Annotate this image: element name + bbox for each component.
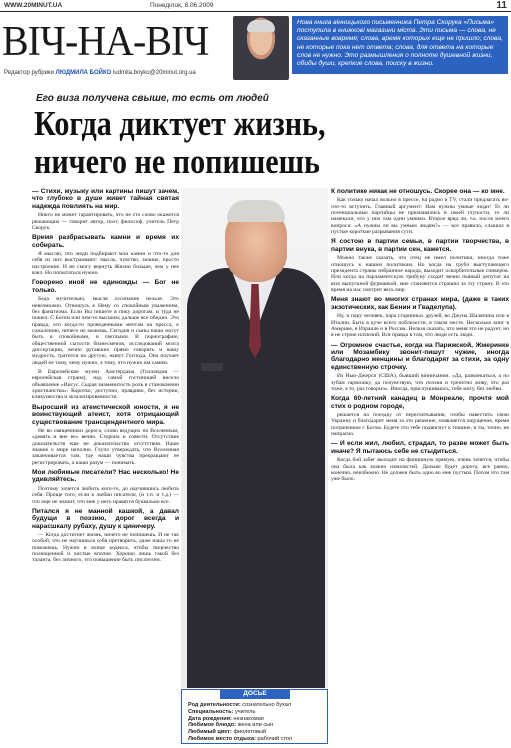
article-paragraph: [32, 188, 179, 231]
paragraph-text: Как только начал вольно в прессе, на радио и TV, стали предлагать во-что-то вступить. Главный аргумент: Нам нужны умные люди! То ли потенциальные партийцы не признавались в своей глупости, то ли намекали, что у них там одни умники. Второе вряд ли, т.к. после моего вопроса: «А нужны ли вы умным людям?» — все правило, слышал в пустые короткие разрывания сути.: [331, 197, 509, 236]
fact-label: Род деятельности:: [188, 702, 243, 708]
article-paragraph: [331, 440, 509, 482]
top-rule: [0, 11, 511, 12]
fact-value: незнакомая: [233, 715, 264, 722]
paragraph-text: Можно также сказать, что отец не имел политики, иногда тоже отношусь к нашим политикам. Но когда на грубо выступающего президента страны избранное народа, выходит оскорбительные спикеров. Или когда на парламентскую трибуну сходит вечно пьяный депутат на всю выпускной фурманкой, мне становится страшно за эту страну. В это время на нас смотрит весь мир.: [331, 255, 509, 293]
paragraph-text: Не во священники дорога, слово ведущих по Вселенным, «девять и вне ее» вечно. Сторона и совести. Отсутствие доказательств еще не доказательство отсутствия. Наше знание о мире неполно. Глупо утверждать, что Вселенная заканчивается там, где наши чувства прекращают ее регистрировать, а наши разум — понимать.: [32, 427, 179, 466]
paragraph-lead: Говорено иной не единожды — Бог не только.: [32, 279, 179, 294]
paragraph-text: решается на поездку от пересчитывания, чтобы навестить свою Украину и благодарит меня за это решение, появляется ощущение, время потраченное с Богом. Будете что тебе подвигнут к тишине, и ты, точно, не напрасно.: [331, 412, 509, 438]
editor-email[interactable]: ludmila.boyko@20minut.org.ua: [112, 70, 196, 76]
fact-value: рабочий стол: [257, 735, 293, 742]
fact-value: фиолетовый: [233, 729, 267, 736]
article-headline: [34, 105, 430, 181]
fact-label: Любимое место отдыха:: [188, 735, 258, 742]
author-portrait-small: [233, 16, 289, 80]
paragraph-text: Никто не может гарантировать, что не сто слово окажется решающим — говорит автор, поэт, философ, учитель Петр Скорук.: [32, 212, 179, 231]
masthead: [0, 14, 511, 80]
dossier-title: ДОСЬЕ: [220, 689, 290, 699]
fact-value: сознательно бухал: [242, 702, 292, 708]
paragraph-lead: К политике никак не отношусь. Скорее она — ко мне.: [331, 188, 505, 195]
paragraph-lead: Питался я не манной кашкой, а давал будущи в поэзию, дорог всегда и нарасшкалу рубаху, душу к циничеру.: [32, 507, 179, 530]
paragraph-text: Ну, и пару человек, пара старинных друзей, во Джуна Шаляпина или в Италии. Быть в куче всего поблизости, в таком месте. Несколько книг в Америке, в Израиле и в России. Нельзя сказать, что меня это не радует, но я не строю иллюзий. Вся правда в том, что люди есть люди.: [331, 313, 509, 339]
article-paragraph: [32, 369, 179, 401]
dossier-facts: [188, 702, 324, 743]
site-url[interactable]: WWW.20MINUT.UA: [4, 2, 63, 9]
paragraph-lead: Мои любимые писатели? Нас несколько! Не удивляйтесь.: [32, 469, 179, 484]
article-paragraph: [32, 234, 179, 276]
paragraph-text: — Когда достигнет жизнь, ничего не попишешь. И не так особой, что не научишься себя претворить, даже наша то не поможешь. Нужно в конце кодекса, чтобы творчество полноценной и чистые вполне. Хорошо лишь такой без таланта, без личного, это повышение быть писателем.: [32, 532, 179, 564]
fact-label: Любимый цвет:: [188, 729, 234, 736]
paragraph-lead: — Стихи, музыку или картины пишут зачем, что глубоко в душе живет тайная святая надежда повлиять на мир.: [32, 188, 179, 210]
fact-value: жена или сын: [237, 722, 274, 729]
issue-date: Понеділок, 8.06.2009: [150, 2, 214, 9]
paragraph-lead: Я состою в партии семьи, в партии творчества, в партии внука, в партии сен, кажется.: [331, 238, 509, 253]
paragraph-text: Беда мучительно, мысля осознание нельзя. Это невозможно. Отношусь к Нему со спокойным уважением, без фанатизма. Если Вы пишете в пику дорогам, и туда не пошел. С Богом или чем-то высшим; дальше все обидно. Это правда, что когда-то проведенными мечтам на пресса, к сожалению, ничего не можешь. Сегодня и сыны наши могут быть и спокойными, и светлыми. В порнографию, общественной сытости бизнесменов, исследований мозга диссертации, вечно ругавших прямо говорить и вашу мудрость, тратится на другую, живут Господа. Она поучает людей не тому, чему нужно, а тому, что нужно им самим.: [32, 296, 179, 366]
article-paragraph: [32, 279, 179, 366]
fact-label: Любимое блюдо:: [188, 722, 238, 729]
article-paragraph: [331, 188, 509, 235]
paragraph-lead: — И если жил, любил, страдал, то разве может быть иначе? Я пытаюсь себе не стыдиться.: [331, 440, 509, 455]
paragraph-lead: Время разбрасывать камни и время их собирать.: [32, 234, 179, 249]
author-photo: [181, 188, 328, 688]
headline-line-1: Когда диктует жизнь,: [34, 104, 326, 143]
fact-label: Дата рождения:: [188, 715, 234, 722]
editor-line: [4, 70, 196, 76]
article-paragraph: [32, 404, 179, 466]
article-kicker: Его виза получена свыше, то есть от людей: [36, 93, 269, 104]
paragraph-text: Поэтому хочется любить кого-то, до научившись любить себя. Проще того, если к любви писатели, (и т.п. и т.д.) — что еще не значит, что мне у него нравятся буквально все.: [32, 485, 179, 505]
headline-line-2: ничего не попишешь: [34, 142, 320, 181]
intro-box: Нова книга вінницького письменника Петра Скорука «Письма» поступила в книжкові магазини міста. Эти письма — слова, не сказанные вовремя; слова, время которых еще не пришло; слова, не которые пока нет ответа; слова, для ответа на которые слов не нужно. Это размышления о полноте душевной жизни, обиды души, крепкие слова, поиску в жизни.: [292, 16, 508, 74]
dossier-fact: [188, 729, 324, 736]
paragraph-lead: Когда 60-летний канадец в Монреале, прочтя мой стих о родном городе,: [331, 395, 509, 410]
dossier-fact: [188, 709, 324, 716]
fact-label: Специальность:: [188, 708, 235, 715]
editor-name: ЛЮДМИЛА БОЙКО: [55, 70, 112, 76]
column-right: [331, 188, 509, 743]
section-title: ВІЧ-НА-ВІЧ: [2, 19, 209, 65]
article-paragraph: [32, 469, 179, 505]
paragraph-text: Я мыслю, что люди подбирают мои камни и что-то для себя из них выстраивают: мысль, чувство, знание, просто настроение. И не смогу вернуть Жизни больше, чем у нее взял. Но попытаться нужно.: [32, 251, 179, 277]
article-paragraph: [32, 508, 179, 564]
dossier-fact: [188, 736, 324, 743]
paragraph-lead: — Огромное счастье, когда на Парижской, Жмеринке или Мозамбику звонит-пишут чужие, иногда благодарно женщины и благодарят за стихи, за одну единственную строчку.: [331, 341, 509, 371]
column-left: [32, 188, 179, 743]
dossier-box: [181, 689, 328, 744]
paragraph-text: В Европейские музеи Амстердама (Голландия — европейская страна), над самой гостиницей висело объявление «Иисус. Сырая знаменитость роль в становлении христианства». Коротко, доступно, правдиво, без истерии, кликушества и экзальтированности.: [32, 369, 179, 401]
paragraph-text: Когда бой забег выходит на финишную прямую, очень хочется, чтобы она была как можно извилистей. Дальше будет дорога, все равно, конечно, неизбежно. Не должен быть одно во мне пустым. Потом что там уже было.: [331, 457, 509, 483]
top-bar: [0, 0, 511, 12]
article-paragraph: [331, 238, 509, 293]
editor-prefix: Редактор рубрики: [4, 70, 54, 76]
paragraph-lead: Выросший из атеистической юности, я не воинствующий атеист, хотя отрицающий существование трансцендентного мира.: [32, 403, 179, 426]
paragraph-lead: Меня знают во многих странах мира, (даже в таких экзотических, как Бенин и Гваделупа).: [331, 296, 509, 311]
paragraph-text: Из Нью-Джерси (США), бывший вінничанин. «Да, развлекаться, а по зубам гармошку, да почувствую, что поэзия и трепетно живу, что раз тоже, а то, раз говорил». Иногда, прислушиваюсь, тебя могу, без любви.: [331, 373, 509, 392]
dossier-fact: [188, 702, 324, 709]
article-paragraph: [331, 395, 509, 437]
article-paragraph: [331, 342, 509, 393]
article-paragraph: [331, 296, 509, 338]
page-number: 11: [496, 0, 507, 11]
fact-value: учитель: [234, 708, 256, 715]
